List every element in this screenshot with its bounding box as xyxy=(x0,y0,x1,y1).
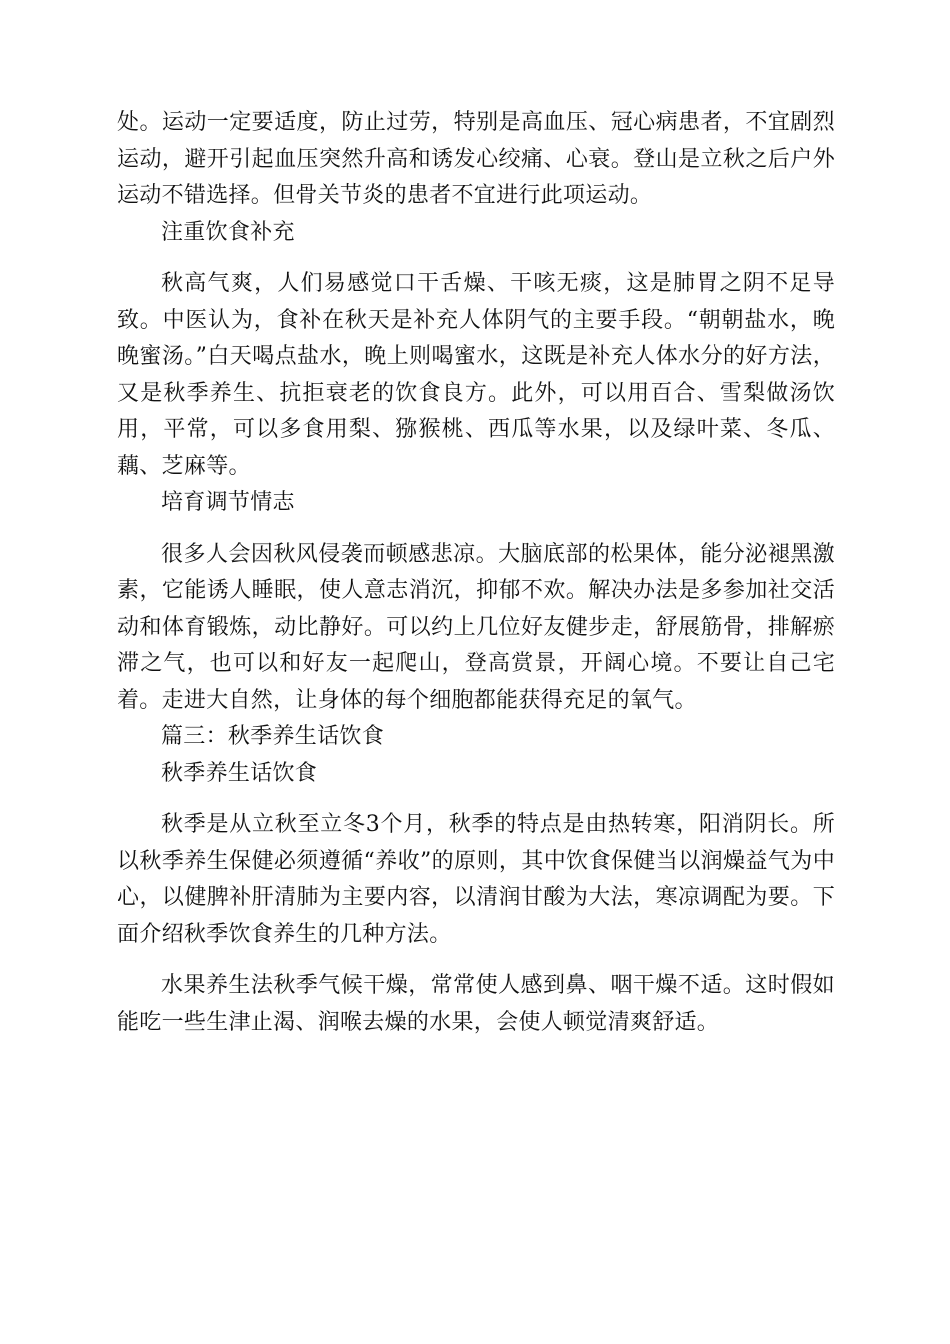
article-title-autumn-diet: 秋季养生话饮食 xyxy=(161,760,318,786)
chapter-heading-part-three: 篇三：秋季养生话饮食 xyxy=(161,724,385,749)
paragraph-exercise-continuation: 处。运动一定要适度，防止过劳，特别是高血压、冠心病患者，不宜剧烈运动，避开引起血压突然升高和诱发心绞痛、心衰。登山是立秋之后户外运动不错选择。但骨关节炎的患者不宜进行此项运动。 xyxy=(117,110,835,208)
document-page xyxy=(117,105,835,1041)
paragraph-mood: 很多人会因秋风侵袭而顿感悲凉。大脑底部的松果体，能分泌褪黑激素，它能诱人睡眠，使人意志消沉，抑郁不欢。解决办法是多参加社交活动和体育锻炼，动比静好。可以约上几位好友健步走，舒展筋骨，排解瘀滞之气，也可以和好友一起爬山，登高赏景，开阔心境。不要让自己宅着。走进大自然，让身体的每个细胞都能获得充足的氧气。 xyxy=(117,541,835,713)
section-heading-mood: 培育调节情志 xyxy=(161,490,295,515)
paragraph-diet: 秋高气爽，人们易感觉口干舌燥、干咳无痰，这是肺胃之阴不足导致。中医认为，食补在秋天是补充人体阴气的主要手段。“朝朝盐水，晚晚蜜汤。”白天喝点盐水，晚上则喝蜜水，这既是补充人体水分的好方法，又是秋季养生、抗拒衰老的饮食良方。此外，可以用百合、雪梨做汤饮用，平常，可以多食用梨、猕猴桃、西瓜等水果，以及绿叶菜、冬瓜、藕、芝麻等。 xyxy=(117,271,835,479)
paragraph-autumn-intro: 秋季是从立秋至立冬3个月，秋季的特点是由热转寒，阳消阴长。所以秋季养生保健必须遵循“养收”的原则，其中饮食保健当以润燥益气为中心，以健脾补肝清肺为主要内容，以清润甘酸为大法，寒凉调配为要。下面介绍秋季饮食养生的几种方法。 xyxy=(117,812,835,947)
section-heading-diet: 注重饮食补充 xyxy=(161,219,295,245)
paragraph-fruit-method: 水果养生法秋季气候干燥，常常使人感到鼻、咽干燥不适。这时假如能吃一些生津止渴、润喉去燥的水果，会使人顿觉清爽舒适。 xyxy=(117,973,835,1035)
